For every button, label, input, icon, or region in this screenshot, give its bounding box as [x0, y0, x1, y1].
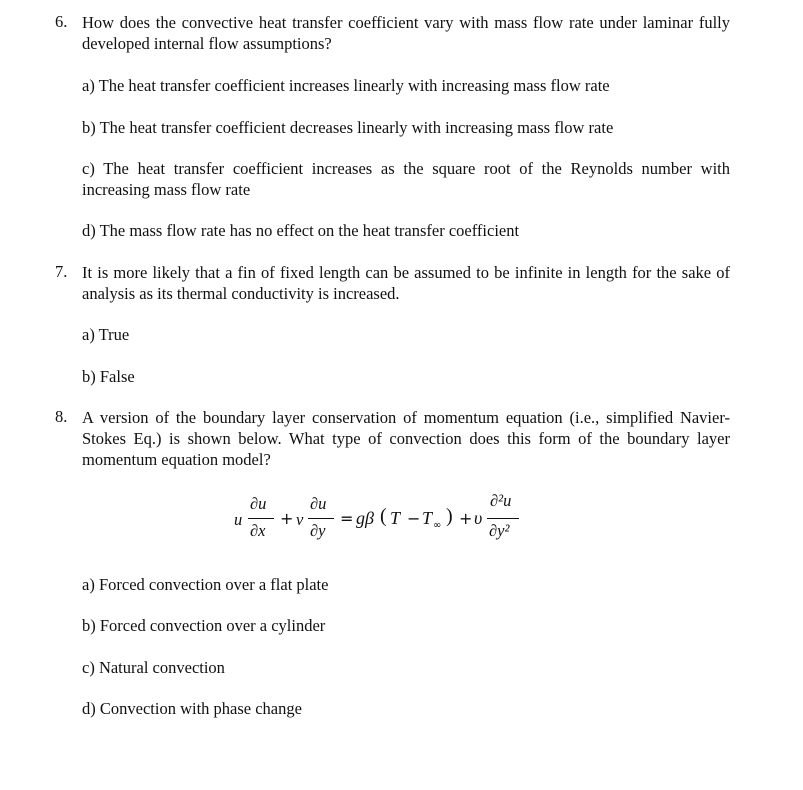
option-d: d) Convection with phase change: [82, 699, 302, 718]
eq-frac2-line: [308, 518, 334, 519]
eq-inf-subscript: ∞: [433, 520, 442, 531]
eq-g-beta: gβ: [356, 508, 374, 528]
question-text: It is more likely that a fin of fixed length can be assumed to be infinite in length for the sake of analysis as its thermal conductivity is increased.: [82, 263, 730, 303]
eq-plus: +: [459, 509, 473, 528]
option-a: a) The heat transfer coefficient increases linearly with increasing mass flow rate: [82, 76, 610, 95]
eq-v: v: [296, 510, 304, 529]
question-number: 6.: [55, 12, 68, 31]
option-a: a) Forced convection over a flat plate: [82, 575, 329, 594]
eq-frac3-denominator: ∂y²: [489, 521, 510, 540]
eq-frac2-numerator: ∂u: [310, 494, 327, 513]
eq-plus: +: [280, 509, 294, 528]
option-c: c) Natural convection: [82, 658, 225, 677]
eq-equals: =: [340, 509, 354, 528]
option-b: b) Forced convection over a cylinder: [82, 616, 326, 635]
eq-u: u: [234, 510, 243, 529]
question-number: 7.: [55, 262, 68, 281]
eq-minus: −: [407, 509, 421, 528]
option-b: b) The heat transfer coefficient decreases linearly with increasing mass flow rate: [82, 118, 614, 137]
eq-right-paren: ): [446, 505, 453, 527]
eq-T: T: [390, 508, 401, 528]
eq-nu: υ: [474, 508, 483, 528]
option-d: d) The mass flow rate has no effect on the heat transfer coefficient: [82, 221, 520, 240]
eq-left-paren: (: [380, 505, 387, 527]
eq-frac1-denominator: ∂x: [250, 521, 266, 540]
option-c: c) The heat transfer coefficient increases as the square root of the Reynolds number with increasing mass flow rate: [82, 159, 730, 199]
eq-frac2-denominator: ∂y: [310, 521, 326, 540]
option-a: a) True: [82, 325, 130, 344]
eq-frac1-numerator: ∂u: [250, 494, 267, 513]
question-text: A version of the boundary layer conservation of momentum equation (i.e., simplified Navier-Stokes Eq.) is shown below. What type of convection does this form of the boundary layer momentum equation model?: [82, 408, 730, 469]
option-b: b) False: [82, 367, 135, 386]
eq-frac3-line: [487, 518, 519, 519]
eq-T-inf: T: [422, 508, 433, 528]
eq-frac3-numerator: ∂²u: [490, 491, 512, 510]
eq-frac1-line: [248, 518, 274, 519]
momentum-equation: [230, 488, 530, 558]
question-text: How does the convective heat transfer coefficient vary with mass flow rate under laminar fully developed internal flow assumptions?: [82, 13, 730, 53]
question-number: 8.: [55, 407, 68, 426]
